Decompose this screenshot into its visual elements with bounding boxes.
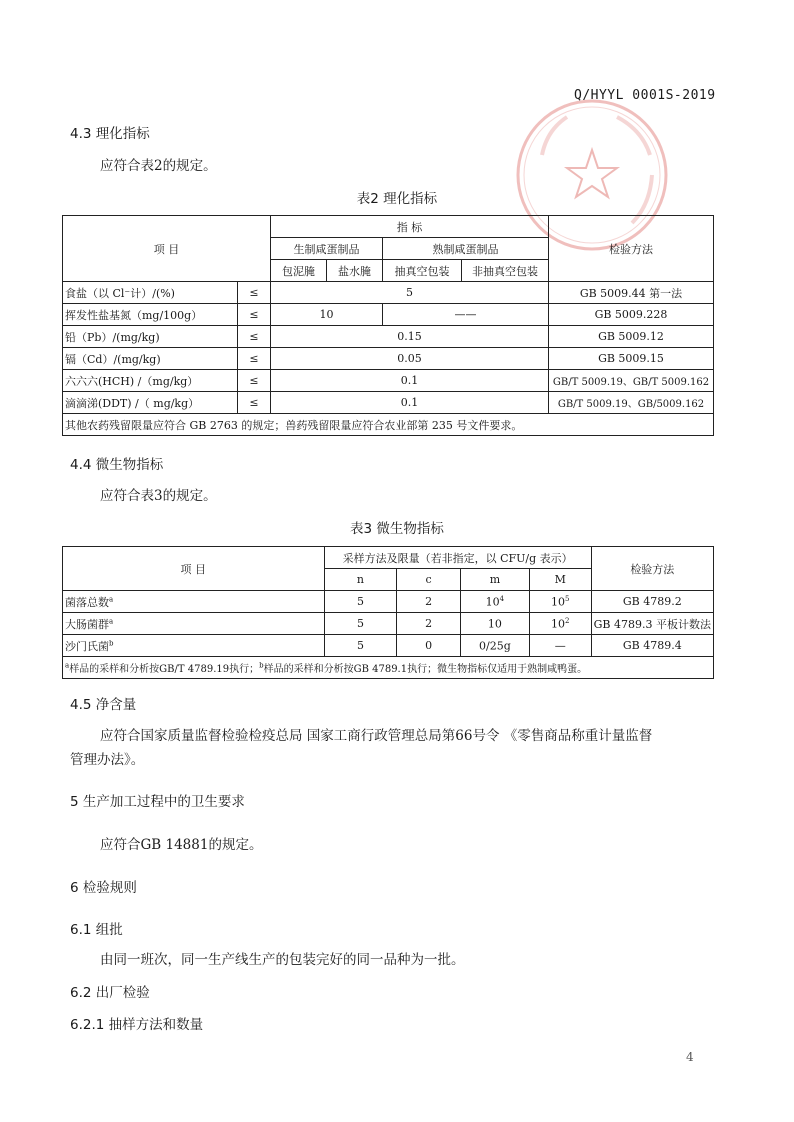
header-n: n [324,569,397,591]
row-method: GB/T 5009.19、GB/5009.162 [549,392,714,414]
row-symbol: ≤ [238,304,271,326]
section-6-2-title: 6.2 出厂检验 [70,985,150,1001]
row-symbol: ≤ [238,392,271,414]
header-vacuum: 抽真空包装 [383,260,462,282]
row-M: — [529,635,591,657]
header-mud: 包泥腌 [271,260,327,282]
section-4-4-title: 4.4 微生物指标 [70,457,164,473]
header-M: M [529,569,591,591]
row-symbol: ≤ [238,282,271,304]
table-row [63,326,714,348]
row-symbol: ≤ [238,326,271,348]
header-method: 检验方法 [591,547,713,591]
row-item: 滴滴涕(DDT) /（ mg/kg） [63,392,238,414]
row-value: 0.1 [271,392,549,414]
row-item: 食盐（以 Cl⁻计）/(%) [63,282,238,304]
row-item: 镉（Cd）/(mg/kg) [63,348,238,370]
section-6-1-text: 由同一班次，同一生产线生产的包装完好的同一品种为一批。 [100,952,465,968]
header-cooked: 熟制咸蛋制品 [383,238,549,260]
row-m: $10^4$ [461,591,530,613]
section-5-title: 5 生产加工过程中的卫生要求 [70,794,245,810]
table2-caption: 表2 理化指标 [356,191,438,207]
row-item: 铅（Pb）/(mg/kg) [63,326,238,348]
row-value-raw: 10 [271,304,383,326]
physchem-table [62,215,714,436]
header-item: 项 目 [63,216,271,282]
header-method: 检验方法 [549,216,714,282]
row-symbol: ≤ [238,348,271,370]
row-n: 5 [324,591,397,613]
microbial-table [62,546,714,679]
header-m: m [461,569,530,591]
row-method: GB 4789.4 [591,635,713,657]
table-row [63,613,714,635]
table-row [63,282,714,304]
row-c: 2 [397,591,461,613]
row-item: 六六六(HCH) /（mg/kg） [63,370,238,392]
row-M: $10^5$ [529,591,591,613]
row-c: 2 [397,613,461,635]
row-value: 5 [271,282,549,304]
row-method: GB/T 5009.19、GB/T 5009.162 [549,370,714,392]
table-row [63,348,714,370]
header-raw: 生制咸蛋制品 [271,238,383,260]
section-4-5-text-line2: 管理办法》。 [70,752,145,768]
table-row [63,392,714,414]
table-row [63,635,714,657]
row-n: 5 [324,613,397,635]
row-method: GB 5009.44 第一法 [549,282,714,304]
section-6-2-1-title: 6.2.1 抽样方法和数量 [70,1017,204,1033]
row-M: $10^2$ [529,613,591,635]
section-4-3-title: 4.3 理化指标 [70,126,150,142]
section-6-1-title: 6.1 组批 [70,922,123,938]
table-row [63,370,714,392]
section-4-4-text: 应符合表3的规定。 [100,488,217,504]
section-5-text: 应符合GB 14881的规定。 [100,837,263,853]
table3-caption: 表3 微生物指标 [350,521,444,537]
row-m: 10 [461,613,530,635]
row-item: 沙门氏菌$^b$ [63,635,325,657]
row-item: 大肠菌群$^a$ [63,613,325,635]
section-6-title: 6 检验规则 [70,880,137,896]
table3-note: $^a$样品的采样和分析按GB/T 4789.19执行；$^b$样品的采样和分析按GB 4789.1执行；微生物指标仅适用于熟制咸鸭蛋。 [63,657,714,679]
table-row [63,591,714,613]
row-value: 0.15 [271,326,549,348]
row-value: 0.05 [271,348,549,370]
row-method: GB 5009.228 [549,304,714,326]
header-brine: 盐水腌 [327,260,383,282]
table-row [63,304,714,326]
header-nonvacuum: 非抽真空包装 [462,260,549,282]
row-method: GB 4789.3 平板计数法 [591,613,713,635]
row-m: 0/25g [461,635,530,657]
row-method: GB 5009.12 [549,326,714,348]
row-method: GB 5009.15 [549,348,714,370]
row-item: 挥发性盐基氮（mg/100g） [63,304,238,326]
header-sampling: 采样方法及限量（若非指定，以 CFU/g 表示） [324,547,591,569]
row-symbol: ≤ [238,370,271,392]
section-4-3-text: 应符合表2的规定。 [100,158,217,174]
section-4-5-text-line1: 应符合国家质量监督检验检疫总局 国家工商行政管理总局第66号令 《零售商品称重计量监督 [100,728,653,744]
section-4-5-title: 4.5 净含量 [70,697,137,713]
row-value: 0.1 [271,370,549,392]
header-indicator: 指 标 [271,216,549,238]
row-value-cooked: —— [383,304,549,326]
page-number: 4 [686,1050,694,1064]
row-n: 5 [324,635,397,657]
row-c: 0 [397,635,461,657]
row-item: 菌落总数$^a$ [63,591,325,613]
header-c: c [397,569,461,591]
row-method: GB 4789.2 [591,591,713,613]
header-item: 项 目 [63,547,325,591]
table2-note: 其他农药残留限量应符合 GB 2763 的规定；兽药残留限量应符合农业部第 235 号文件要求。 [63,414,714,436]
standard-number: Q/HYYL 0001S-2019 [574,88,716,103]
